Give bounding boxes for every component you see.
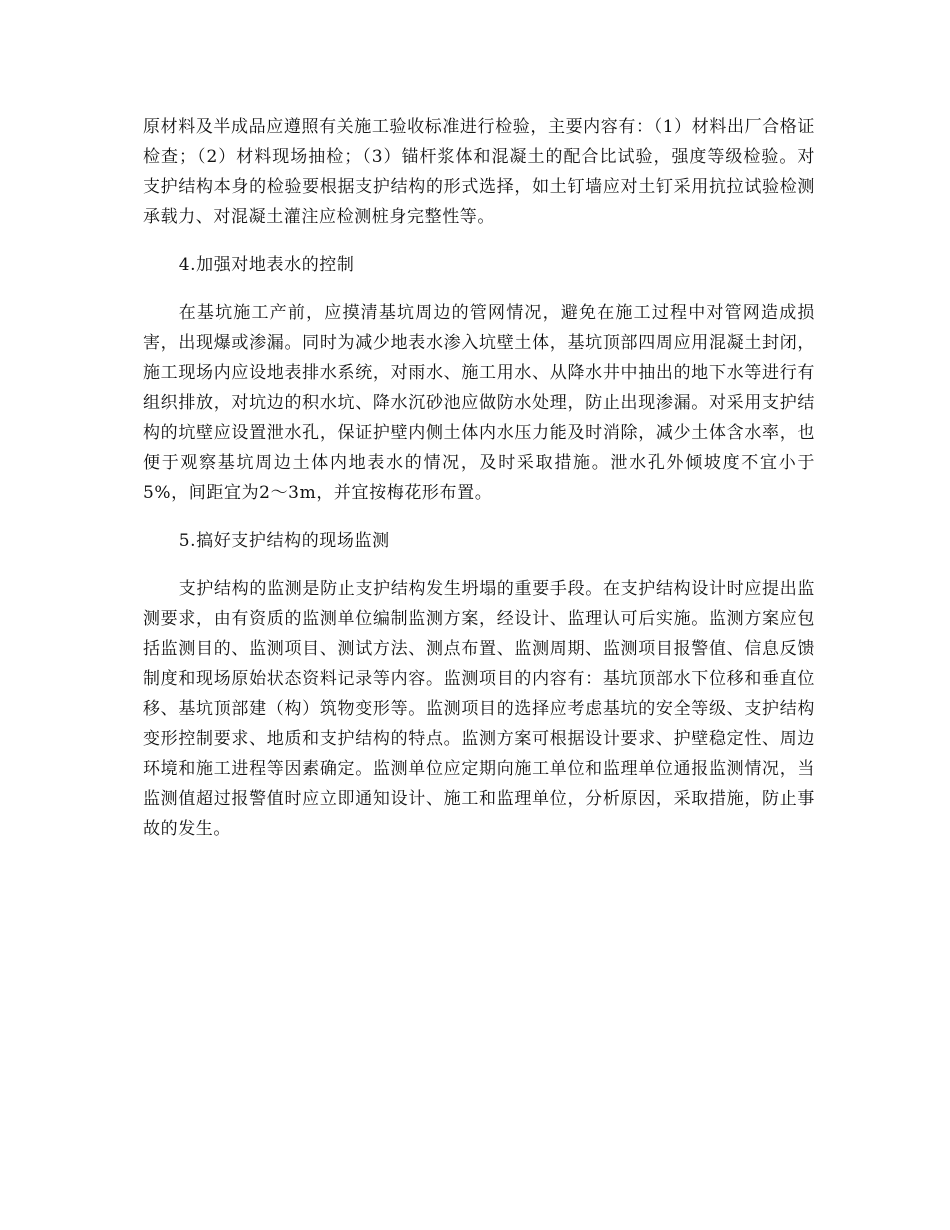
paragraph-surface-water-control: 在基坑施工产前，应摸清基坑周边的管网情况，避免在施工过程中对管网造成损害，出现爆或渗漏。同时为减少地表水渗入坑壁土体，基坑顶部四周应用混凝土封闭，施工现场内应设地表排水系统，对雨水、施工用水、从降水井中抽出的地下水等进行有组织排放，对坑边的积水坑、降水沉砂池应做防水处理，防止出现渗漏。对采用支护结构的坑壁应设置泄水孔，保证护壁内侧土体内水压力能及时消除，减少土体含水率，也便于观察基坑周边土体内地表水的情况，及时采取措施。泄水孔外倾坡度不宜小于5%，间距宜为2～3m，并宜按梅花形布置。 (143, 303, 815, 503)
paragraph-material-inspection: 原材料及半成品应遵照有关施工验收标准进行检验，主要内容有：（1）材料出厂合格证检查；（2）材料现场抽检；（3）锚杆浆体和混凝土的配合比试验，强度等级检验。对支护结构本身的检验要根据支护结构的形式选择，如土钉墙应对土钉采用抗拉试验检测承载力、对混凝土灌注应检测桩身完整性等。 (143, 117, 815, 227)
paragraph-support-monitoring: 支护结构的监测是防止支护结构发生坍塌的重要手段。在支护结构设计时应提出监测要求，由有资质的监测单位编制监测方案，经设计、监理认可后实施。监测方案应包括监测目的、监测项目、测试方法、测点布置、监测周期、监测项目报警值、信息反馈制度和现场原始状态资料记录等内容。监测项目的内容有：基坑顶部水下位移和垂直位移、基坑顶部建（构）筑物变形等。监测项目的选择应考虑基坑的安全等级、支护结构变形控制要求、地质和支护结构的特点。监测方案可根据设计要求、护壁稳定性、周边环境和施工进程等因素确定。监测单位应定期向施工单位和监理单位通报监测情况，当监测值超过报警值时应立即通知设计、施工和监理单位，分析原因，采取措施，防止事故的发生。 (143, 579, 815, 839)
section-heading-surface-water: 4.加强对地表水的控制 (178, 255, 355, 275)
document-body (143, 112, 815, 844)
section-heading-monitoring: 5.搞好支护结构的现场监测 (178, 531, 390, 551)
